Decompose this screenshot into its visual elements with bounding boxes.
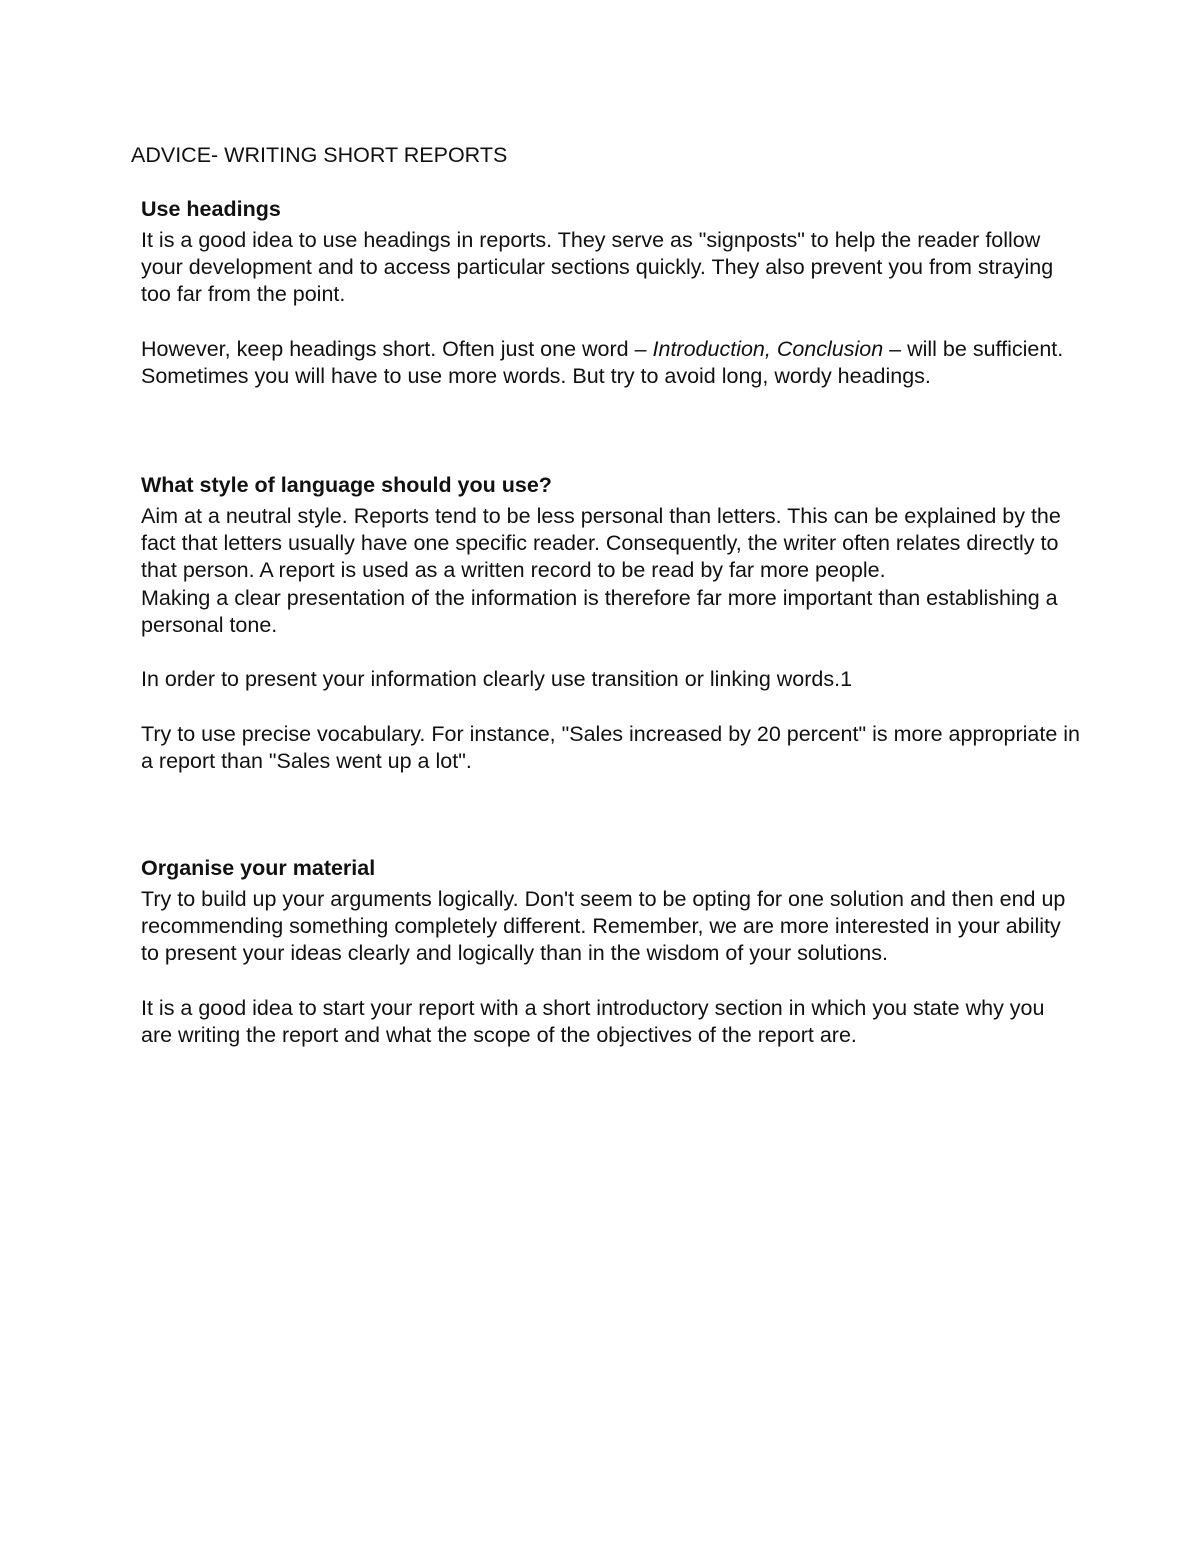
section-heading: Organise your material [141,856,376,880]
paragraph-gap [141,639,1081,666]
paragraph: Aim at a neutral style. Reports tend to be less personal than letters. This can be explained by the fact that letters usually have one specific reader. Consequently, the writer often relates directly to that person. A report is used as a written record to be read by far more people. [141,504,1061,583]
section-heading: Use headings [141,197,281,221]
section-heading: What style of language should you use? [141,473,552,497]
paragraph [141,336,1081,390]
paragraph-gap [141,693,1081,720]
section-language-style [141,472,1081,775]
paragraph-gap [141,309,1081,336]
paragraph-italic-text: Introduction, Conclusion [652,336,884,361]
paragraph: Making a clear presentation of the information is therefore far more important than establishing a personal tone. [141,585,1058,637]
paragraph-text: – will be sufficient. Sometimes you will have to use more words. But try to avoid long, wordy headings. [141,336,1064,388]
paragraph: Try to use precise vocabulary. For instance, "Sales increased by 20 percent" is more appropriate in a report than "Sales went up a lot". [141,721,1081,773]
paragraph-text: However, keep headings short. Often just one word – [141,336,653,361]
paragraph-gap [141,968,1081,995]
paragraph: It is a good idea to start your report with a short introductory section in which you state why you are writing the report and what the scope of the objectives of the report are. [141,995,1045,1047]
paragraph: It is a good idea to use headings in reports. They serve as "signposts" to help the reader follow your development and to access particular sections quickly. They also prevent you from straying too far from the point. [141,228,1054,307]
section-organise-material [141,855,1081,1049]
paragraph: Try to build up your arguments logically. Don't seem to be opting for one solution and then end up recommending something completely different. Remember, we are more interested in your ability to present your ideas clearly and logically than in the wisdom of your solutions. [141,887,1066,966]
section-use-headings [141,196,1081,390]
paragraph: In order to present your information clearly use transition or linking words.1 [141,667,853,692]
document-title: ADVICE- WRITING SHORT REPORTS [131,143,508,167]
